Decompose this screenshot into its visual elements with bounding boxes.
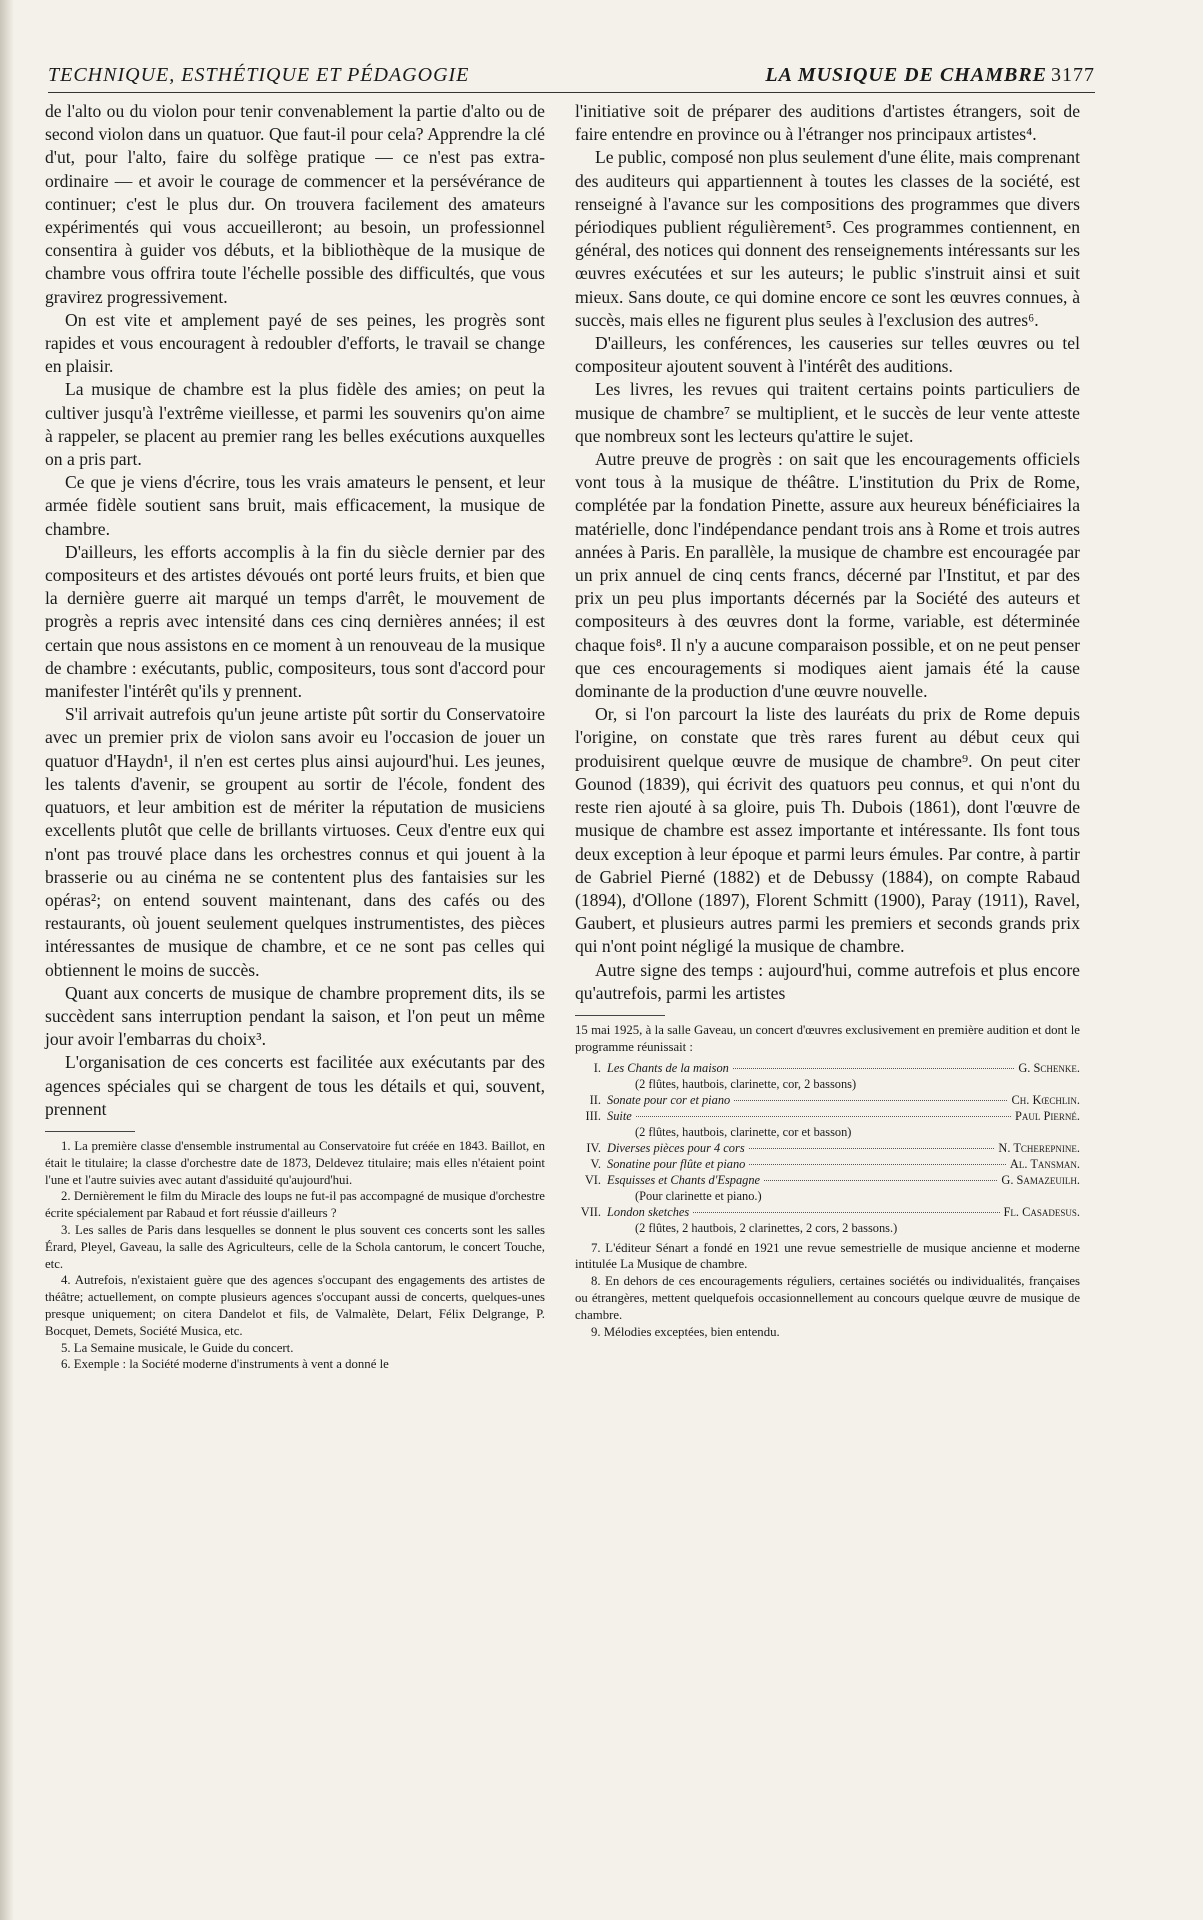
footnote: 7. L'éditeur Sénart a fondé en 1921 une revue semestrielle de musique ancienne et moderne intitulée La Musique de chambre. xyxy=(575,1240,1080,1272)
footnote-rule xyxy=(45,1131,135,1132)
program-number: I. xyxy=(593,1060,601,1075)
program-item xyxy=(575,1204,1080,1220)
footnote: 9. Mélodies exceptées, bien entendu. xyxy=(591,1324,780,1339)
program-instruments: (2 flûtes, 2 hautbois, 2 clarinettes, 2 cors, 2 bassons.) xyxy=(635,1220,898,1235)
left-column xyxy=(45,100,545,1373)
program-composer: Paul Pierné. xyxy=(1015,1108,1080,1123)
program-title: Sonatine pour flûte et piano xyxy=(607,1156,746,1171)
program-item xyxy=(575,1156,1080,1172)
running-head-left: TECHNIQUE, ESTHÉTIQUE ET PÉDAGOGIE xyxy=(48,64,470,86)
program-number: III. xyxy=(585,1108,601,1123)
footnotes-right xyxy=(575,1022,1080,1340)
paragraph: Autre preuve de progrès : on sait que les encouragements officiels vont tous à la musique de théâtre. L'institution du Prix de Rome, complétée par la fondation Pinette, assure aux heureux bénéficiaires la matérielle, donc l'indépendance pendant trois ans à Rome et trois autres années à Paris. En parallèle, la musique de chambre est encouragée par un prix annuel de cinq cents francs, décerné par l'Institut, et par des prix un peu plus importants décernés par la Société des auteurs et compositeurs à des œuvres dont la forme, variable, est déterminée chaque fois⁸. Il n'y a aucune comparaison possible, et on ne peut penser que ces encouragements si modiques aient jamais été la cause dominante de la production d'une œuvre nouvelle. xyxy=(575,449,1080,702)
program-instruments: (Pour clarinette et piano.) xyxy=(635,1188,762,1203)
program-title: Les Chants de la maison xyxy=(607,1060,729,1075)
running-head xyxy=(48,62,1095,93)
dot-leader xyxy=(636,1116,1011,1117)
program-number: V. xyxy=(590,1156,601,1171)
running-head-right: LA MUSIQUE DE CHAMBRE xyxy=(765,64,1047,86)
program-item xyxy=(575,1060,1080,1076)
program-composer: Al. Tansman. xyxy=(1009,1156,1080,1171)
program-item xyxy=(575,1172,1080,1188)
dot-leader xyxy=(733,1068,1015,1069)
dot-leader xyxy=(749,1148,995,1149)
dot-leader xyxy=(693,1212,999,1213)
program-title: Diverses pièces pour 4 cors xyxy=(607,1140,745,1155)
footnote: 3. Les salles de Paris dans lesquelles se donnent le plus souvent ces concerts sont les salles Érard, Pleyel, Gaveau, la salle des Agriculteurs, celle de la Schola cantorum, le concert Touche, etc. xyxy=(45,1222,545,1271)
paragraph: D'ailleurs, les efforts accomplis à la fin du siècle dernier par des compositeurs et des artistes dévoués ont porté leurs fruits, et bien que la dernière guerre ait marqué un temps d'arrêt, le mouvement de progrès a repris avec intensité dans ces cinq dernières années; il est certain que nous assistons en ce moment à un renouveau de la musique de chambre : exécutants, public, compositeurs, tous sont d'accord pour manifester l'intérêt qu'ils y prennent. xyxy=(45,541,545,702)
paragraph: Ce que je viens d'écrire, tous les vrais amateurs le pensent, et leur armée fidèle soutient sans bruit, mais efficacement, la musique de chambre. xyxy=(45,472,545,539)
paragraph: Autre signe des temps : aujourd'hui, comme autrefois et plus encore qu'autrefois, parmi les artistes xyxy=(575,959,1080,1003)
program-composer: G. Samazeuilh. xyxy=(1001,1172,1080,1187)
right-column xyxy=(575,100,1080,1340)
footnote: 1. La première classe d'ensemble instrumental au Conservatoire fut créée en 1843. Baillot, en était le titulaire; la classe d'orchestre date de 1873, Deldevez titulaire; mais elles n'étaient point l'une et l'autre suivies avec autant d'assiduité qu'aujourd'hui. xyxy=(45,1138,545,1187)
page-edge xyxy=(0,0,14,1920)
program-number: VII. xyxy=(580,1204,601,1219)
concert-program xyxy=(575,1060,1080,1236)
footnote-rule xyxy=(575,1015,665,1016)
paragraph: S'il arrivait autrefois qu'un jeune artiste pût sortir du Conservatoire avec un premier prix de violon sans avoir eu l'occasion de jouer un quatuor d'Haydn¹, il n'en est certes plus ainsi aujourd'hui. Les jeunes, les talents d'avenir, se groupent au sortir de l'école, fondent des quatuors, et leur ambition est de mériter la réputation de musiciens excellents plutôt que celle de brillants virtuoses. Ceux d'entre eux qui n'ont pas trouvé place dans les orchestres connus et qui jouent à la brasserie ou au cinéma ne se contentent plus des fantaisies sur les opéras²; on entend souvent maintenant, dans des cafés ou des restaurants, où jouent seulement quelques instrumentistes, des pièces intéressantes de musique de chambre, et ce ne sont pas celles qui obtiennent le moins de succès. xyxy=(45,704,545,980)
page-number: 3177 xyxy=(1051,64,1095,86)
program-number: VI. xyxy=(584,1172,601,1187)
paragraph: On est vite et amplement payé de ses peines, les progrès sont rapides et vous encouragent à redoubler d'efforts, le travail se change en plaisir. xyxy=(45,309,545,377)
program-number: II. xyxy=(589,1092,601,1107)
paragraph: Le public, composé non plus seulement d'une élite, mais comprenant des auditeurs qui appartiennent à toutes les classes de la société, est renseigné à l'avance sur les compositions des programmes que divers périodiques publient régulièrement⁵. Ces programmes contiennent, en général, des notices qui donnent des renseignements intéressants sur les œuvres exécutées et sur les auteurs; le public s'instruit ainsi et suit mieux. Sans doute, ce qui domine encore ce sont les œuvres connues, à succès, mais elles ne figurent plus seules à l'exclusion des autres⁶. xyxy=(575,147,1080,330)
footnote: 6. Exemple : la Société moderne d'instruments à vent a donné le xyxy=(61,1357,389,1372)
paragraph: La musique de chambre est la plus fidèle des amies; on peut la cultiver jusqu'à l'extrême vieillesse, et parmi les souvenirs qu'on aime à rappeler, se placent au premier rang les belles exécutions auxquelles on a pris part. xyxy=(45,379,545,470)
program-item xyxy=(575,1108,1080,1124)
footnotes-left xyxy=(45,1138,545,1373)
paragraph: L'organisation de ces concerts est facilitée aux exécutants par des agences spéciales qui se chargent de tous les détails et qui, souvent, prennent xyxy=(45,1052,545,1119)
program-composer: G. Schenke. xyxy=(1018,1060,1080,1075)
program-title: Sonate pour cor et piano xyxy=(607,1092,731,1107)
footnote-continued: 15 mai 1925, à la salle Gaveau, un concert d'œuvres exclusivement en première audition et dont le programme réunissait : xyxy=(575,1022,1080,1054)
footnote: 2. Dernièrement le film du Miracle des loups ne fut-il pas accompagné de musique d'orchestre écrite spécialement par Rabaud et fort réussie d'ailleurs ? xyxy=(45,1189,545,1221)
paragraph: l'initiative soit de préparer des auditions d'artistes étrangers, soit de faire entendre en province ou à l'étranger nos principaux artistes⁴. xyxy=(575,101,1080,145)
paragraph: Les livres, les revues qui traitent certains points particuliers de musique de chambre⁷ se multiplient, et le succès de leur vente atteste que nombreux sont les lecteurs qu'attire le sujet. xyxy=(575,379,1080,446)
program-instruments: (2 flûtes, hautbois, clarinette, cor, 2 bassons) xyxy=(635,1076,857,1091)
footnote: 8. En dehors de ces encouragements réguliers, certaines sociétés ou individualités, françaises ou étrangères, mettent quelquefois occasionnellement au concours quelque œuvre de musique de chambre. xyxy=(575,1274,1080,1322)
program-title: London sketches xyxy=(607,1204,690,1219)
dot-leader xyxy=(734,1100,1007,1101)
program-instruments: (2 flûtes, hautbois, clarinette, cor et basson) xyxy=(635,1124,852,1139)
paragraph: Quant aux concerts de musique de chambre proprement dits, ils se succèdent sans interruption pendant la saison, et l'on peut un même jour avoir l'embarras du choix³. xyxy=(45,982,545,1050)
paragraph: de l'alto ou du violon pour tenir convenablement la partie d'alto ou de second violon dans un quatuor. Que faut-il pour cela? Apprendre la clé d'ut, pour l'alto, faire du solfège pratique — ce n'est pas extra-ordinaire — et avoir le courage de commencer et la persévérance de continuer; c'est le plus dur. On trouvera facilement des amateurs expérimentés qui vous accueilleront; au besoin, un professionnel consentira à guider vos débuts, et la bibliothèque de la musique de chambre vous offrira toute l'échelle possible des difficultés, que vous gravirez progressivement. xyxy=(45,101,545,307)
dot-leader xyxy=(764,1180,997,1181)
program-composer: Ch. Kœchlin. xyxy=(1011,1092,1080,1107)
program-composer: N. Tcherepnine. xyxy=(998,1140,1080,1155)
paragraph: Or, si l'on parcourt la liste des lauréats du prix de Rome depuis l'origine, on constate que très rares furent au début ceux qui produisirent quelque œuvre de musique de chambre⁹. On peut citer Gounod (1839), qui écrivit des quatuors peu connus, et qui n'ont du reste rien ajouté à sa gloire, puis Th. Dubois (1861), dont l'œuvre de musique de chambre est assez importante et intéressante. Ils font tous deux exception à leur époque et parmi leurs émules. Par contre, à partir de Gabriel Pierné (1882) et de Debussy (1884), on compte Rabaud (1894), d'Ollone (1897), Florent Schmitt (1900), Paray (1911), Ravel, Gaubert, et plusieurs autres parmi les premiers et seconds grands prix qui n'ont point négligé la musique de chambre. xyxy=(575,704,1080,957)
program-item xyxy=(575,1140,1080,1156)
footnote: 4. Autrefois, n'existaient guère que des agences s'occupant des engagements des artistes de théâtre; actuellement, on compte plusieurs agences s'occupant aussi de concerts, quelques-unes presque uniquement; on citera Dandelot et fils, de Valmalète, Delart, Félix Delgrange, P. Bocquet, Demets, Société Musica, etc. xyxy=(45,1273,545,1338)
program-composer: Fl. Casadesus. xyxy=(1003,1204,1080,1219)
paragraph: D'ailleurs, les conférences, les causeries sur telles œuvres ou tel compositeur ajoutent souvent à l'intérêt des auditions. xyxy=(575,333,1080,377)
dot-leader xyxy=(749,1164,1006,1165)
program-item xyxy=(575,1092,1080,1108)
program-title: Esquisses et Chants d'Espagne xyxy=(607,1172,761,1187)
footnote: 5. La Semaine musicale, le Guide du concert. xyxy=(61,1340,294,1355)
program-title: Suite xyxy=(607,1108,632,1123)
program-number: IV. xyxy=(586,1140,601,1155)
